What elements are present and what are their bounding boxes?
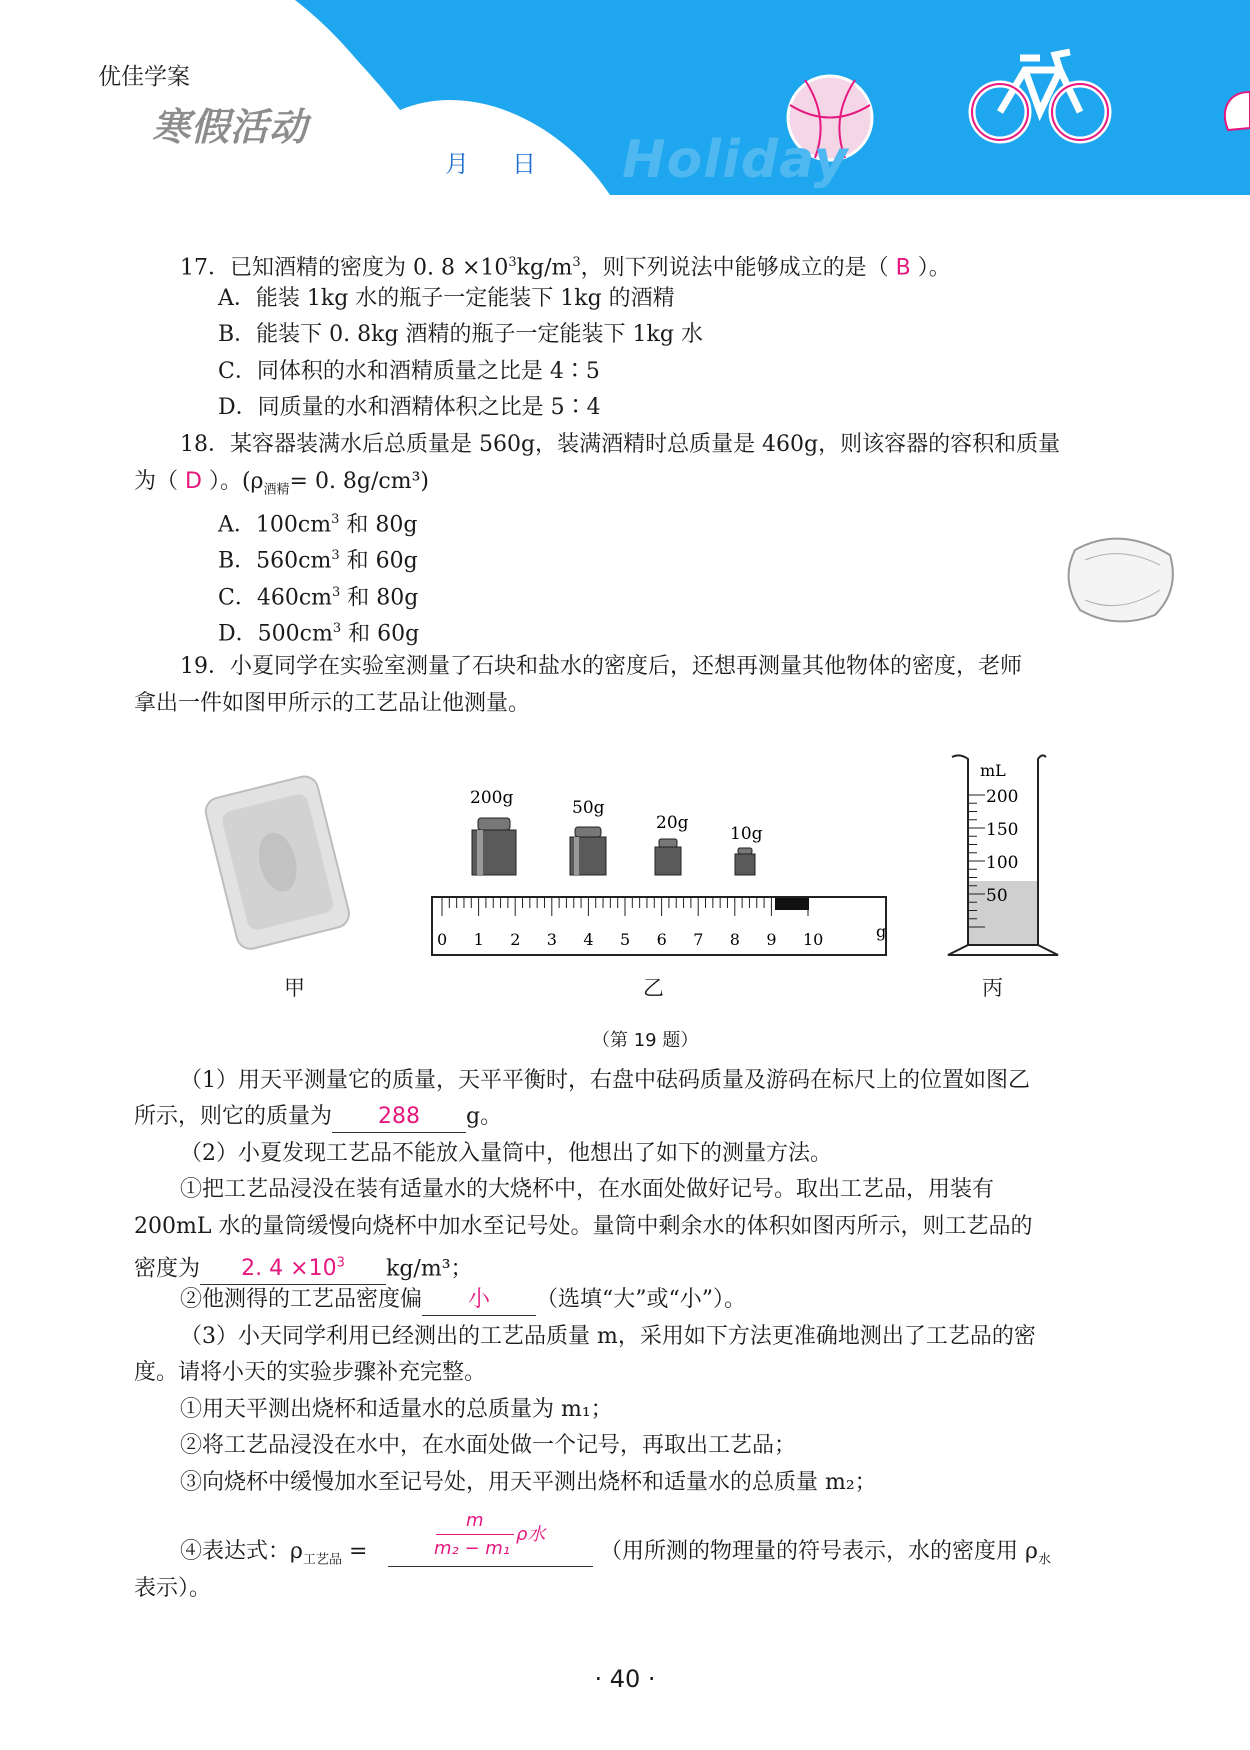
homework-stamp bbox=[1060, 530, 1180, 630]
weight-label-200g: 200g bbox=[470, 788, 514, 808]
ruler-number: 8 bbox=[729, 930, 740, 949]
weight-20g bbox=[655, 839, 681, 875]
ruler-number: 10 bbox=[803, 930, 824, 949]
holiday-text: Holiday bbox=[622, 130, 849, 190]
q19-figure bbox=[200, 745, 1060, 965]
q19-stem-line2: 拿出一件如图甲所示的工艺品让他测量。 bbox=[134, 691, 531, 716]
weight-10g bbox=[735, 848, 755, 875]
q18-stem-line1: 18．某容器装满水后总质量是 560g，装满酒精时总质量是 460g，则该容器的容积和质量 bbox=[180, 432, 1061, 457]
q19-p3-step4-end: 表示）。 bbox=[134, 1576, 212, 1601]
q19-p2-step1-line2: 200mL 水的量筒缓慢向烧杯中加水至记号处。量筒中剩余水的体积如图丙所示，则工艺品的 bbox=[134, 1214, 1033, 1239]
weight-label-50g: 50g bbox=[572, 798, 605, 818]
weight-label-10g: 10g bbox=[730, 824, 763, 844]
q18-stem-line2: 为（ D ）。($\rho_{酒精}= 0$. 8g/cm³) bbox=[134, 469, 430, 498]
q18-answer: D bbox=[185, 469, 202, 494]
ruler-number: 7 bbox=[693, 930, 704, 949]
logo-text: 寒假活动 bbox=[152, 105, 309, 149]
month-label: 月 bbox=[445, 150, 469, 178]
q19-p3-step2: ②将工艺品浸没在水中，在水面处做一个记号，再取出工艺品； bbox=[180, 1433, 797, 1458]
q19-p2-bias-answer: 小 bbox=[468, 1287, 491, 1312]
figure-label-yi: 乙 bbox=[643, 976, 664, 1000]
ruler-number: 3 bbox=[546, 930, 557, 949]
q19-p1-line1: （1）用天平测量它的质量，天平平衡时，右盘中砝码质量及游码在标尺上的位置如图乙 bbox=[180, 1068, 1030, 1093]
q18-option-c: C．$460cm^3$ 和 80g bbox=[218, 585, 419, 611]
q18-option-d: D．$500cm^3$ 和 60g bbox=[218, 621, 420, 647]
weight-label-20g: 20g bbox=[656, 813, 689, 833]
q19-p3-step1: ①用天平测出烧杯和适量水的总质量为 m₁； bbox=[180, 1397, 613, 1422]
fraction-bar bbox=[436, 1534, 514, 1535]
q17-answer: B bbox=[895, 255, 911, 281]
figure-label-bing: 丙 bbox=[982, 976, 1003, 1000]
q17-option-d: D．同质量的水和酒精体积之比是 5∶4 bbox=[218, 395, 601, 420]
ruler-number: 0 bbox=[437, 930, 448, 949]
expr-numerator: m bbox=[466, 1510, 484, 1531]
brand-name: 优佳学案 bbox=[98, 64, 190, 90]
measuring-cylinder bbox=[948, 755, 1058, 955]
expr-rho-water: ρ水 bbox=[516, 1524, 546, 1545]
q19-p1-answer: 288 bbox=[378, 1104, 421, 1129]
q17-option-a: A．能装 1kg 水的瓶子一定能装下 1kg 的酒精 bbox=[218, 286, 675, 311]
expr-denominator: m₂ − m₁ bbox=[434, 1538, 511, 1559]
q19-p2-step1-line3: 密度为 2. $4 \times 10^3$ kg/m³； bbox=[134, 1249, 473, 1285]
ruler-number: 1 bbox=[473, 930, 484, 949]
q19-p2-step2: ②他测得的工艺品密度偏 小 （选填“大”或“小”）。 bbox=[180, 1285, 746, 1316]
q19-p2-density-answer: 2. $4 \times 10^3$ bbox=[241, 1256, 345, 1282]
q17-option-b: B．能装下 0. 8kg 酒精的瓶子一定能装下 1kg 水 bbox=[218, 322, 703, 347]
q19-stem-line1: 19．小夏同学在实验室测量了石块和盐水的密度后，还想再测量其他物体的密度，老师 bbox=[180, 654, 1022, 679]
handicraft-image bbox=[203, 774, 352, 952]
figure-label-jia: 甲 bbox=[284, 976, 305, 1000]
ruler-number: 6 bbox=[656, 930, 667, 949]
q18-option-b: B．$560cm^3$ 和 60g bbox=[218, 548, 418, 574]
ruler-number: 9 bbox=[766, 930, 777, 949]
weight-200g bbox=[472, 818, 516, 875]
ruler-number: 4 bbox=[583, 930, 594, 949]
q19-p2-step1-line1: ①把工艺品浸没在装有适量水的大烧杯中，在水面处做好记号。取出工艺品，用装有 bbox=[180, 1177, 995, 1202]
ruler-number: 5 bbox=[620, 930, 631, 949]
ruler-number: 2 bbox=[510, 930, 521, 949]
page-header bbox=[0, 0, 1250, 200]
cylinder-tick-50: 50 bbox=[986, 886, 1008, 906]
q19-p3-line1: （3）小天同学利用已经测出的工艺品质量 m，采用如下方法更准确地测出了工艺品的密 bbox=[180, 1324, 1036, 1349]
cylinder-tick-200: 200 bbox=[986, 787, 1019, 807]
q19-p2-line1: （2）小夏发现工艺品不能放入量筒中，他想出了如下的测量方法。 bbox=[180, 1141, 832, 1166]
rider bbox=[775, 898, 809, 910]
q19-p3-step4: ④表达式：$\rho_{工艺品}$ = bbox=[180, 1539, 368, 1568]
day-label: 日 bbox=[512, 150, 536, 178]
q19-p1-line2: 所示，则它的质量为 288 g。 bbox=[134, 1102, 502, 1133]
scale-unit: g bbox=[876, 922, 887, 941]
q19-p3-expression-blank bbox=[388, 1510, 593, 1567]
cylinder-tick-150: 150 bbox=[986, 820, 1019, 840]
q18-option-a: A．$100cm^3$ 和 80g bbox=[218, 512, 418, 538]
figure-caption: （第 19 题） bbox=[592, 1030, 699, 1051]
weight-50g bbox=[570, 827, 606, 875]
q17-option-c: C．同体积的水和酒精质量之比是 4∶5 bbox=[218, 359, 600, 384]
page-number: · 40 · bbox=[594, 1665, 656, 1693]
q19-p3-line2: 度。请将小天的实验步骤补充完整。 bbox=[134, 1360, 487, 1385]
cylinder-unit: mL bbox=[980, 761, 1006, 780]
q17-stem: 17．已知酒精的密度为 0. $8 \times 10^3kg/m^3$，则下列说法中能够成立的是（ B ）。 bbox=[180, 255, 951, 281]
q19-p3-step3: ③向烧杯中缓慢加水至记号处，用天平测出烧杯和适量水的总质量 m₂； bbox=[180, 1470, 877, 1495]
q19-p3-step4-note: （用所测的物理量的符号表示，水的密度用 $\rho_水$ bbox=[600, 1539, 1051, 1568]
cylinder-tick-100: 100 bbox=[986, 853, 1019, 873]
balance-scale-ruler bbox=[432, 897, 886, 955]
